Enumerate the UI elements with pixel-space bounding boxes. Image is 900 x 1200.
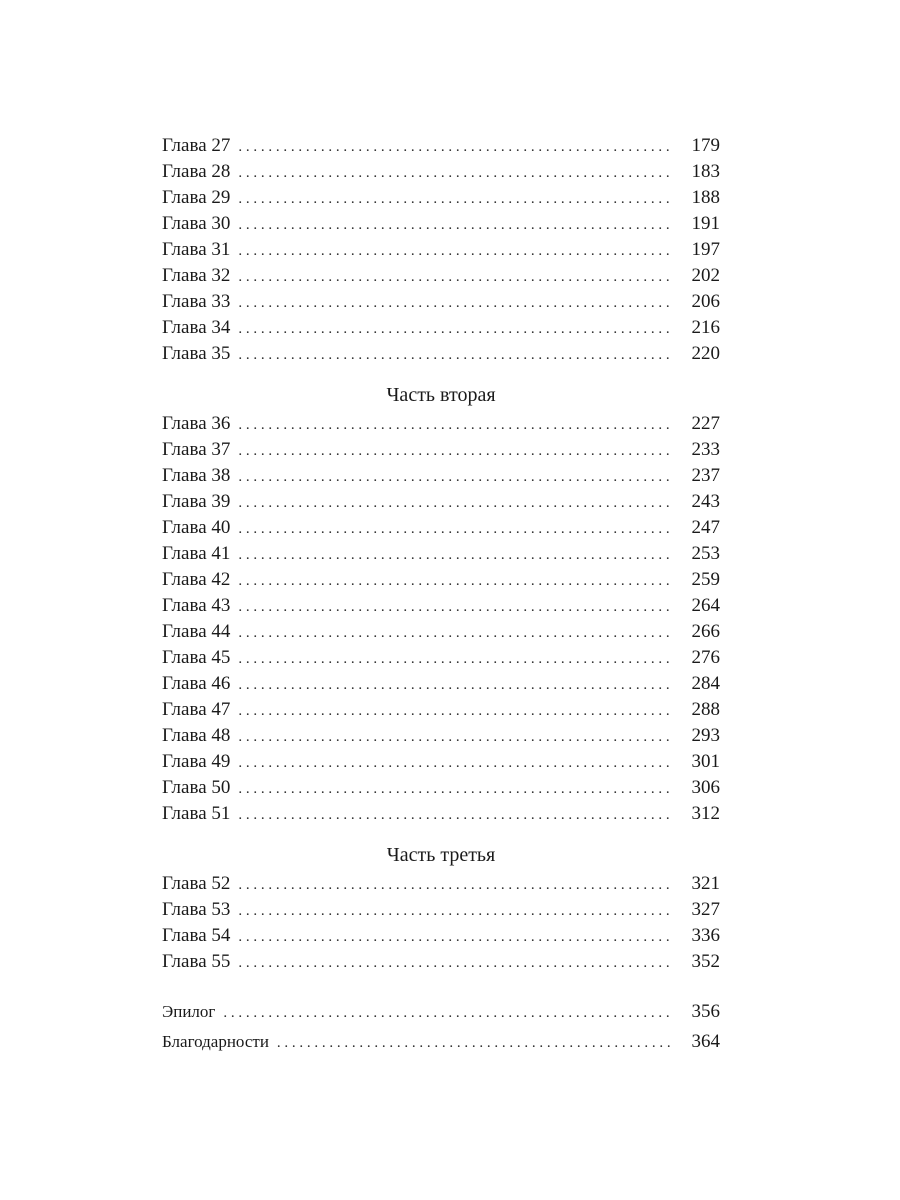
page-number: 237 <box>691 465 720 486</box>
dot-leader <box>238 594 672 620</box>
dot-leader <box>238 160 672 186</box>
chapter-label: Глава 42 <box>162 569 231 590</box>
toc-entry[interactable] <box>162 619 720 645</box>
page-number: 327 <box>691 899 720 920</box>
page-number: 220 <box>691 343 720 364</box>
chapter-label: Глава 29 <box>162 187 231 208</box>
page-number: 336 <box>691 925 720 946</box>
epilogue-label: Эпилог <box>162 1002 216 1021</box>
page-number: 312 <box>691 803 720 824</box>
toc-entry-acknowledgements[interactable] <box>162 1027 720 1057</box>
page-number: 321 <box>691 873 720 894</box>
page-number: 183 <box>691 161 720 182</box>
dot-leader <box>238 464 672 490</box>
toc-entry[interactable] <box>162 263 720 289</box>
toc-entry[interactable] <box>162 949 720 975</box>
page-number: 364 <box>691 1031 720 1052</box>
dot-leader <box>238 264 672 290</box>
chapter-label: Глава 47 <box>162 699 231 720</box>
page-number: 202 <box>691 265 720 286</box>
page-number: 206 <box>691 291 720 312</box>
chapter-label: Глава 36 <box>162 413 231 434</box>
part-three-chapters <box>162 871 720 975</box>
dot-leader <box>238 412 672 438</box>
toc-entry[interactable] <box>162 671 720 697</box>
page-number: 259 <box>691 569 720 590</box>
dot-leader <box>238 186 672 212</box>
toc-entry[interactable] <box>162 775 720 801</box>
dot-leader <box>238 924 672 950</box>
dot-leader <box>238 516 672 542</box>
toc-entry[interactable] <box>162 749 720 775</box>
acknowledgements-label: Благодарности <box>162 1032 269 1051</box>
back-matter <box>162 997 720 1057</box>
chapter-label: Глава 50 <box>162 777 231 798</box>
chapter-label: Глава 27 <box>162 135 231 156</box>
page-number: 197 <box>691 239 720 260</box>
page-number: 216 <box>691 317 720 338</box>
page-number: 191 <box>691 213 720 234</box>
dot-leader <box>238 620 672 646</box>
page-number: 306 <box>691 777 720 798</box>
page-number: 243 <box>691 491 720 512</box>
chapter-label: Глава 53 <box>162 899 231 920</box>
dot-leader <box>238 290 672 316</box>
page-number: 288 <box>691 699 720 720</box>
page-number: 293 <box>691 725 720 746</box>
dot-leader <box>238 898 672 924</box>
dot-leader <box>238 776 672 802</box>
toc-entry[interactable] <box>162 515 720 541</box>
dot-leader <box>223 998 672 1028</box>
page-number: 188 <box>691 187 720 208</box>
dot-leader <box>238 316 672 342</box>
chapter-label: Глава 44 <box>162 621 231 642</box>
page-number: 276 <box>691 647 720 668</box>
chapter-label: Глава 31 <box>162 239 231 260</box>
toc-entry[interactable] <box>162 341 720 367</box>
dot-leader <box>238 724 672 750</box>
chapter-label: Глава 52 <box>162 873 231 894</box>
dot-leader <box>238 342 672 368</box>
page-number: 227 <box>691 413 720 434</box>
dot-leader <box>238 568 672 594</box>
page-number: 266 <box>691 621 720 642</box>
toc-entry[interactable] <box>162 923 720 949</box>
chapter-label: Глава 35 <box>162 343 231 364</box>
dot-leader <box>238 672 672 698</box>
toc-entry[interactable] <box>162 289 720 315</box>
part-two-chapters <box>162 411 720 827</box>
chapter-label: Глава 51 <box>162 803 231 824</box>
toc-entry[interactable] <box>162 211 720 237</box>
toc-entry[interactable] <box>162 315 720 341</box>
dot-leader <box>238 490 672 516</box>
page-number: 247 <box>691 517 720 538</box>
toc-entry[interactable] <box>162 897 720 923</box>
dot-leader <box>238 134 672 160</box>
page-number: 301 <box>691 751 720 772</box>
chapter-label: Глава 32 <box>162 265 231 286</box>
page-number: 253 <box>691 543 720 564</box>
table-of-contents <box>162 133 720 1057</box>
toc-entry[interactable] <box>162 237 720 263</box>
toc-entry[interactable] <box>162 593 720 619</box>
toc-entry[interactable] <box>162 567 720 593</box>
dot-leader <box>238 802 672 828</box>
toc-entry[interactable] <box>162 871 720 897</box>
dot-leader <box>238 698 672 724</box>
toc-entry-epilogue[interactable] <box>162 997 720 1027</box>
toc-entry[interactable] <box>162 645 720 671</box>
toc-entry[interactable] <box>162 185 720 211</box>
chapter-label: Глава 40 <box>162 517 231 538</box>
chapter-label: Глава 39 <box>162 491 231 512</box>
chapter-label: Глава 28 <box>162 161 231 182</box>
toc-entry[interactable] <box>162 489 720 515</box>
chapter-label: Глава 46 <box>162 673 231 694</box>
dot-leader <box>238 750 672 776</box>
toc-entry[interactable] <box>162 801 720 827</box>
chapter-label: Глава 41 <box>162 543 231 564</box>
dot-leader <box>238 542 672 568</box>
chapter-label: Глава 38 <box>162 465 231 486</box>
dot-leader <box>238 438 672 464</box>
page-number: 356 <box>691 1001 720 1022</box>
toc-entry[interactable] <box>162 541 720 567</box>
toc-entry[interactable] <box>162 723 720 749</box>
dot-leader <box>238 950 672 976</box>
section-spacer <box>162 975 720 997</box>
chapter-label: Глава 55 <box>162 951 231 972</box>
dot-leader <box>238 872 672 898</box>
toc-entry[interactable] <box>162 437 720 463</box>
dot-leader <box>277 1028 672 1058</box>
page-number: 179 <box>691 135 720 156</box>
part-one-chapters <box>162 133 720 367</box>
toc-entry[interactable] <box>162 697 720 723</box>
page-number: 284 <box>691 673 720 694</box>
dot-leader <box>238 646 672 672</box>
part-three-heading: Часть третья <box>386 844 496 866</box>
chapter-label: Глава 54 <box>162 925 231 946</box>
toc-entry[interactable] <box>162 411 720 437</box>
toc-entry[interactable] <box>162 133 720 159</box>
chapter-label: Глава 34 <box>162 317 231 338</box>
toc-entry[interactable] <box>162 463 720 489</box>
chapter-label: Глава 43 <box>162 595 231 616</box>
dot-leader <box>238 212 672 238</box>
toc-entry[interactable] <box>162 159 720 185</box>
dot-leader <box>238 238 672 264</box>
page-number: 352 <box>691 951 720 972</box>
chapter-label: Глава 33 <box>162 291 231 312</box>
chapter-label: Глава 37 <box>162 439 231 460</box>
page-number: 233 <box>691 439 720 460</box>
chapter-label: Глава 45 <box>162 647 231 668</box>
chapter-label: Глава 30 <box>162 213 231 234</box>
page-number: 264 <box>691 595 720 616</box>
chapter-label: Глава 48 <box>162 725 231 746</box>
chapter-label: Глава 49 <box>162 751 231 772</box>
part-two-heading: Часть вторая <box>386 384 496 406</box>
